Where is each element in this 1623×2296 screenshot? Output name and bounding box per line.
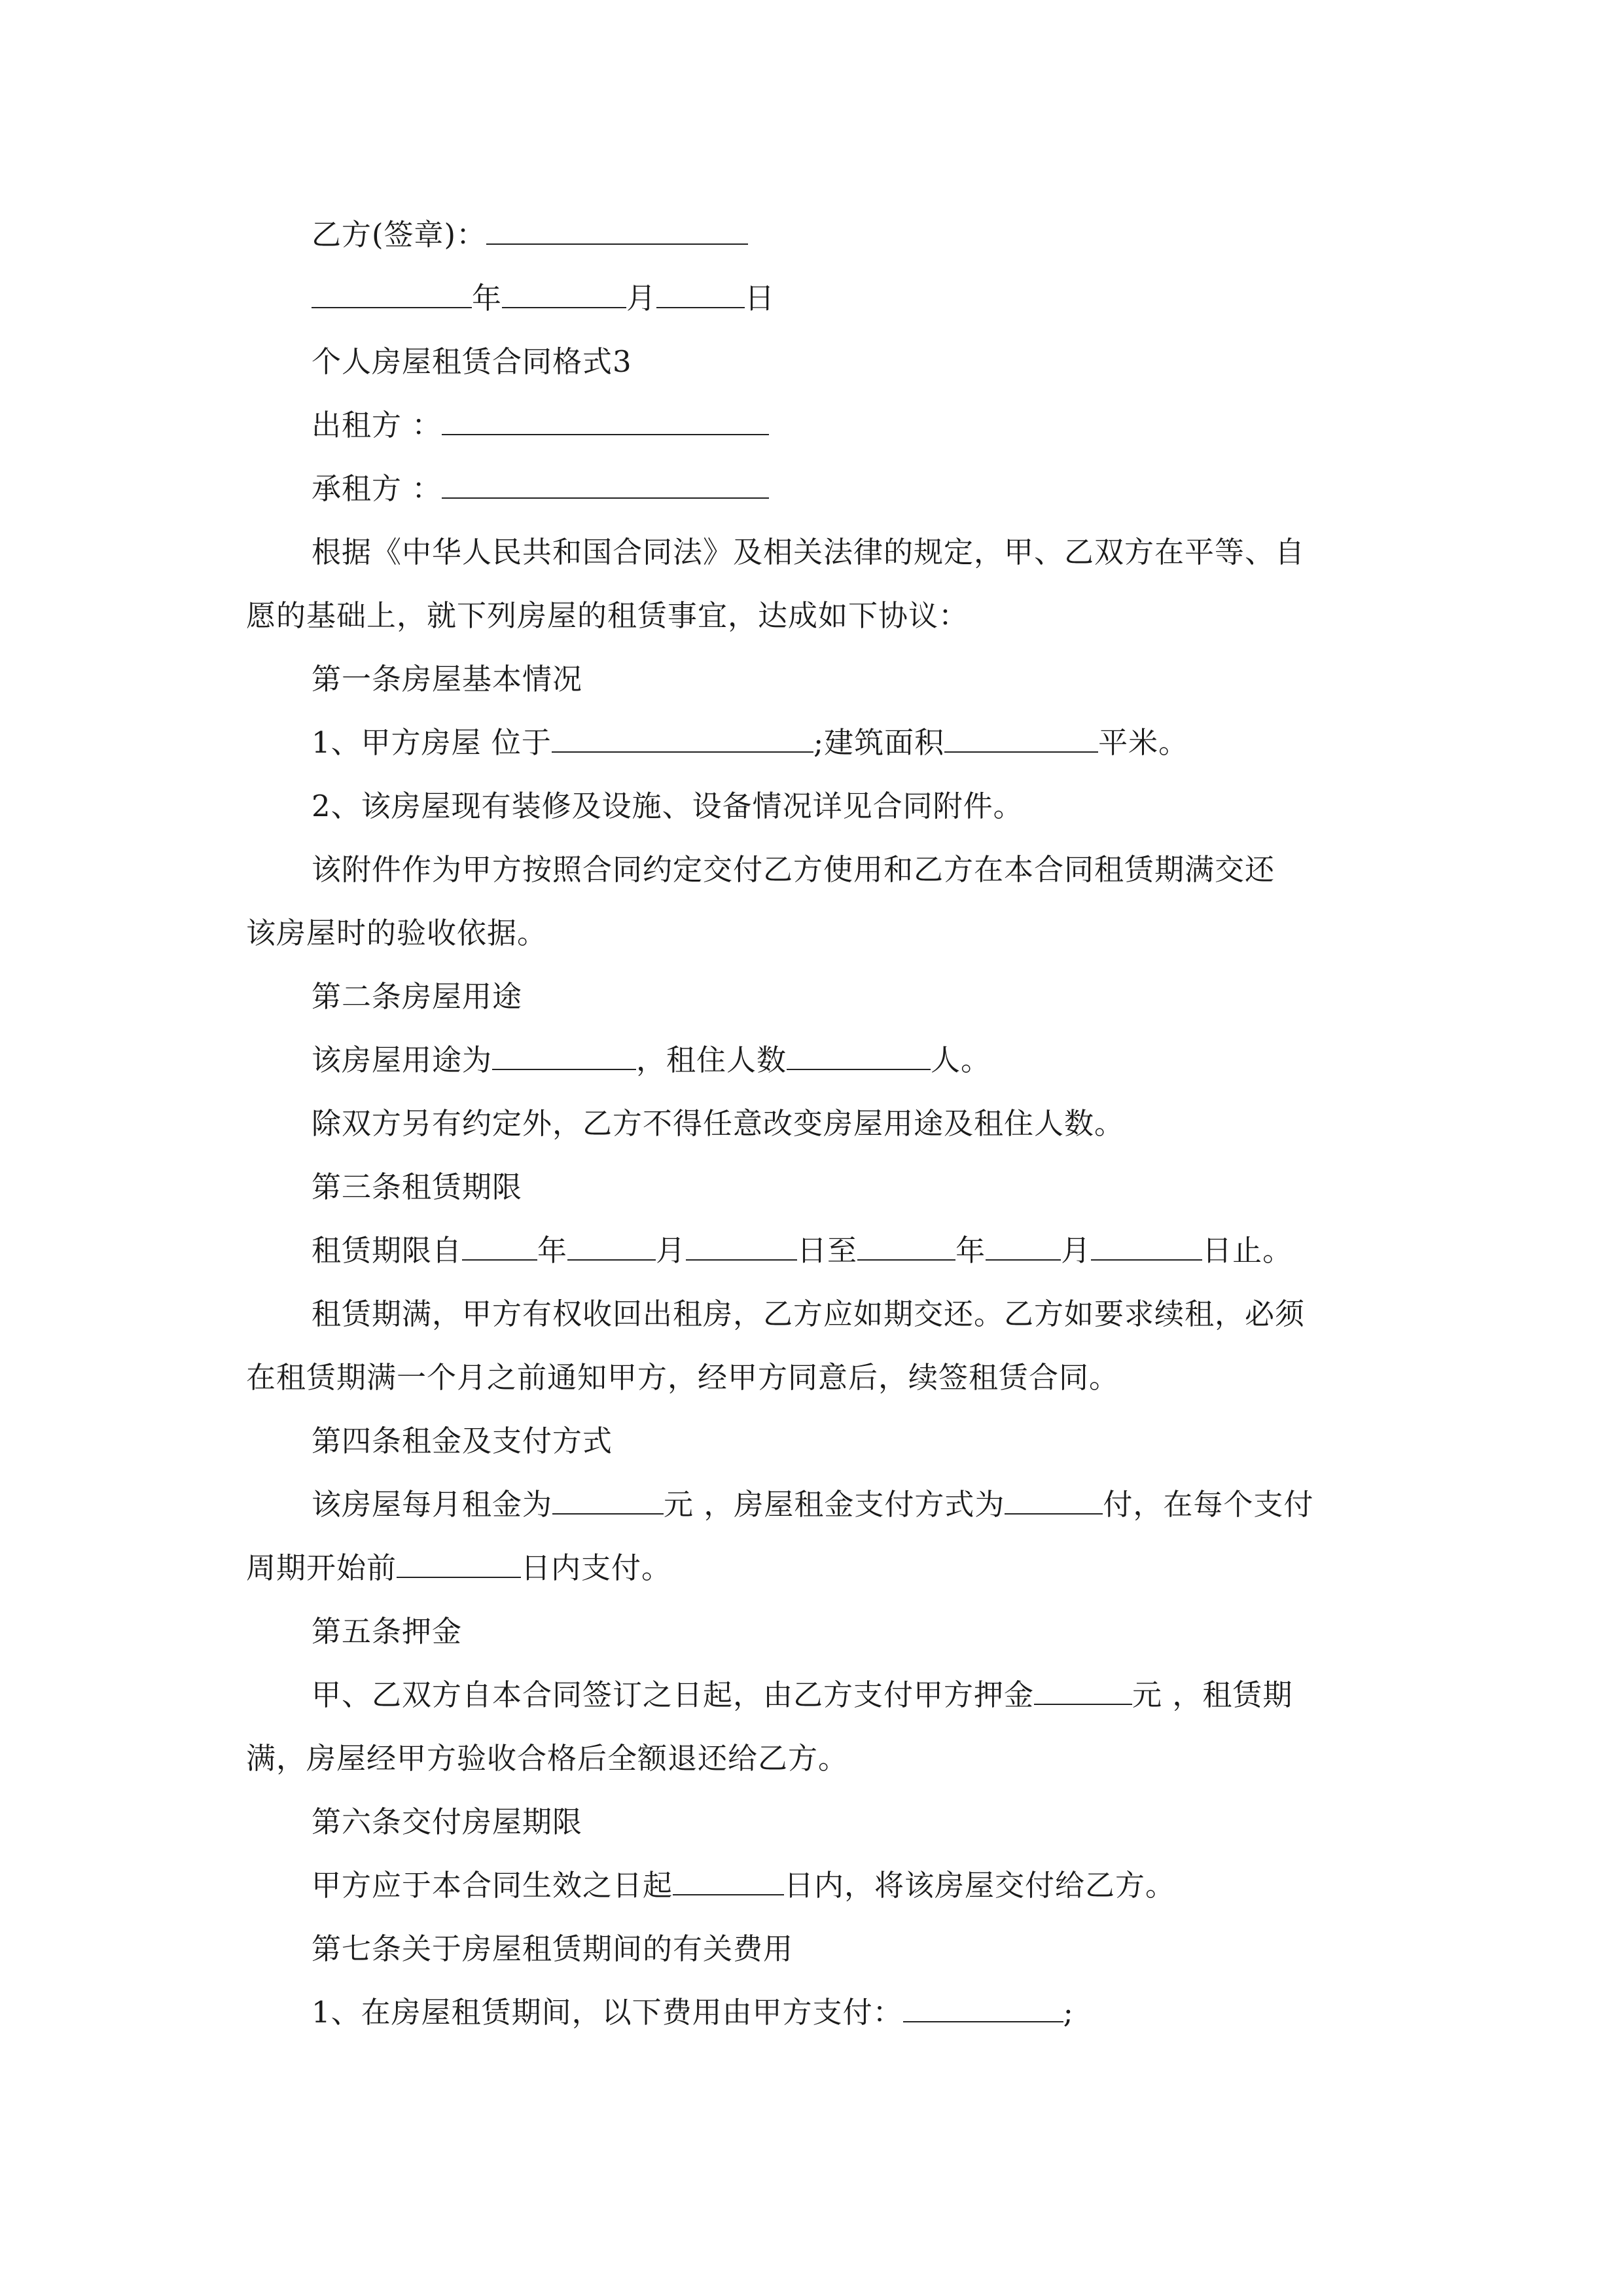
- lessee-label: 承租方 ：: [312, 471, 442, 506]
- article-7-title: 第七条关于房屋租赁期间的有关费用: [312, 1931, 794, 1966]
- article-1-title: 第一条房屋基本情况: [312, 662, 583, 696]
- article-1-item-2: 2、该房屋现有装修及设施、设备情况详见合同附件。: [312, 789, 1024, 823]
- article-3-expiry-line-1: 租赁期满，甲方有权收回出租房，乙方应如期交还。乙方如要求续租，必须: [312, 1297, 1306, 1331]
- date-day-blank: [656, 281, 745, 308]
- end-day-blank: [1091, 1233, 1202, 1261]
- start-year-label: 年: [537, 1233, 568, 1268]
- start-day-to-label: 日至: [797, 1233, 858, 1268]
- date-year-label: 年: [472, 281, 503, 315]
- article-3-title: 第三条租赁期限: [312, 1170, 523, 1204]
- delivery-days-blank: [673, 1868, 784, 1895]
- lessor-fees-label: 1、在房屋租赁期间，以下费用由甲方支付：: [312, 1995, 903, 2030]
- term-label: 租赁期限自: [312, 1233, 463, 1268]
- date-month-blank: [502, 281, 626, 308]
- article-2-use-line: [246, 1028, 1377, 1092]
- article-1-item-1: [246, 711, 1377, 774]
- article-7-item-1: [246, 1981, 1377, 2044]
- article-6-title: 第六条交付房屋期限: [312, 1804, 583, 1839]
- delivery-label: 甲方应于本合同生效之日起: [312, 1868, 673, 1903]
- payment-method-label: 元 ，房屋租金支付方式为: [664, 1487, 1005, 1522]
- location-blank: [552, 725, 813, 753]
- article-1-note-line-2: 该房屋时的验收依据。: [246, 916, 548, 950]
- lessor-line: [246, 393, 1377, 457]
- date-year-blank: [312, 281, 472, 308]
- end-month-label: 月: [1061, 1233, 1092, 1268]
- article-4-rent-line-2: [246, 1536, 1377, 1600]
- contract-title: 个人房屋租赁合同格式3: [312, 344, 632, 379]
- rent-amount-blank: [552, 1487, 664, 1515]
- occupants-label: ，租住人数: [636, 1043, 787, 1077]
- occupants-blank: [787, 1043, 931, 1070]
- signature-date-line: [246, 266, 1377, 330]
- article-5-deposit-line-2: 满，房屋经甲方验收合格后全额退还给乙方。: [246, 1741, 849, 1776]
- use-label: 该房屋用途为: [312, 1043, 493, 1077]
- end-year-label: 年: [955, 1233, 986, 1268]
- location-label: 1、甲方房屋 位于: [312, 725, 552, 760]
- payment-days-label: 日内支付。: [521, 1551, 672, 1585]
- lessee-line: [246, 457, 1377, 520]
- article-2-title: 第二条房屋用途: [312, 979, 523, 1014]
- use-blank: [492, 1043, 636, 1070]
- occupants-unit: 人。: [931, 1043, 991, 1077]
- article-3-term-line: [246, 1219, 1377, 1282]
- lessor-label: 出租方 ：: [312, 408, 442, 442]
- delivery-days-label: 日内，将该房屋交付给乙方。: [784, 1868, 1176, 1903]
- start-day-blank: [686, 1233, 797, 1261]
- payment-cycle-label: 付，在每个支付: [1103, 1487, 1314, 1522]
- start-month-blank: [567, 1233, 656, 1261]
- lessee-blank: [442, 471, 769, 499]
- article-5-title: 第五条押金: [312, 1614, 463, 1649]
- party-b-signature-blank: [486, 217, 748, 245]
- area-label: ;建筑面积: [813, 725, 945, 760]
- deposit-unit: 元 ，租赁期: [1132, 1677, 1293, 1712]
- article-1-note-line-1: 该附件作为甲方按照合同约定交付乙方使用和乙方在本合同租赁期满交还: [312, 852, 1275, 887]
- party-b-signature-line: [246, 203, 1377, 266]
- area-blank: [944, 725, 1098, 753]
- article-4-rent-line-1: [246, 1473, 1377, 1536]
- payment-days-blank: [397, 1551, 521, 1578]
- end-day-label: 日止。: [1202, 1233, 1293, 1268]
- preamble-line-2: 愿的基础上，就下列房屋的租赁事宜，达成如下协议：: [246, 598, 969, 633]
- area-unit: 平米。: [1098, 725, 1189, 760]
- article-5-deposit-line-1: [246, 1663, 1377, 1727]
- rent-label: 该房屋每月租金为: [312, 1487, 553, 1522]
- deposit-amount-blank: [1034, 1677, 1132, 1705]
- start-year-blank: [462, 1233, 537, 1261]
- date-month-label: 月: [626, 281, 657, 315]
- article-3-expiry-line-2: 在租赁期满一个月之前通知甲方，经甲方同意后，续签租赁合同。: [246, 1360, 1120, 1395]
- end-year-blank: [857, 1233, 955, 1261]
- date-day-label: 日: [745, 281, 776, 315]
- preamble-line-1: 根据《中华人民共和国合同法》及相关法律的规定，甲、乙双方在平等、自: [312, 535, 1306, 569]
- lessor-fees-blank: [903, 1995, 1063, 2022]
- contract-body: [246, 203, 1377, 2044]
- lessor-blank: [442, 408, 769, 435]
- article-2-restriction: 除双方另有约定外，乙方不得任意改变房屋用途及租住人数。: [312, 1106, 1125, 1141]
- deposit-label: 甲、乙双方自本合同签订之日起，由乙方支付甲方押金: [312, 1677, 1035, 1712]
- party-b-signature-label: 乙方(签章)：: [312, 217, 487, 252]
- article-6-delivery-line: [246, 1854, 1377, 1917]
- lessor-fees-end: ;: [1063, 1995, 1074, 2030]
- end-month-blank: [986, 1233, 1061, 1261]
- article-4-title: 第四条租金及支付方式: [312, 1424, 613, 1458]
- start-month-label: 月: [656, 1233, 687, 1268]
- payment-method-blank: [1005, 1487, 1103, 1515]
- payment-period-label: 周期开始前: [246, 1551, 397, 1585]
